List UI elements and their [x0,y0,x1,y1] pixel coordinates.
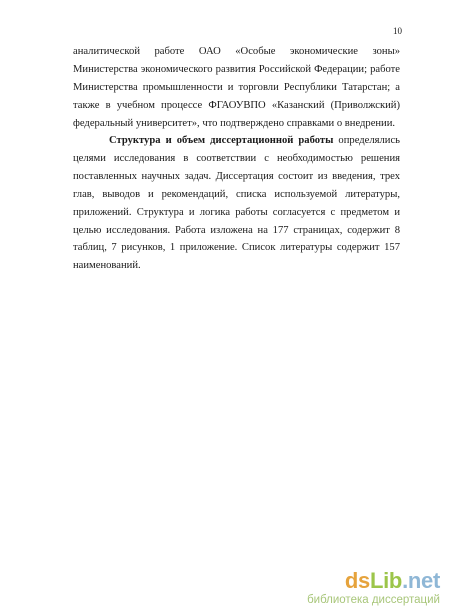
watermark-logo [345,568,440,594]
paragraph-body: определялись целями исследования в соответствии с необходимостью решения поставленных научных задач. Диссертация состоит из введения, трех глав, выводов и рекомендаций, списка используемой литературы, приложений. Структура и логика работы согласуется с предметом и целью исследования. Работа изложена на 177 страницах, содержит 8 таблиц, 7 рисунков, 1 приложение. Список литературы содержит 157 наименований. [73,135,400,272]
paragraph-lead-bold: Структура и объем диссертационной работы [109,135,334,146]
logo-part-ds: ds [344,568,370,593]
page-number: 10 [393,26,402,36]
logo-part-lib: Lib [369,568,403,593]
logo-part-net: .net [402,568,440,593]
paragraph-implementation: аналитической работе ОАО «Особые экономические зоны» Министерства экономического развития Российской Федерации; работе Министерства промышленности и торговли Республики Татарстан; а также в учебном процессе ФГАОУВПО «Казанский (Приволжский) федеральный университет», что подтверждено справками о внедрении. [73,46,400,129]
paragraph-structure [73,132,400,275]
watermark-subtitle: библиотека диссертаций [307,594,440,606]
watermark [288,568,440,610]
